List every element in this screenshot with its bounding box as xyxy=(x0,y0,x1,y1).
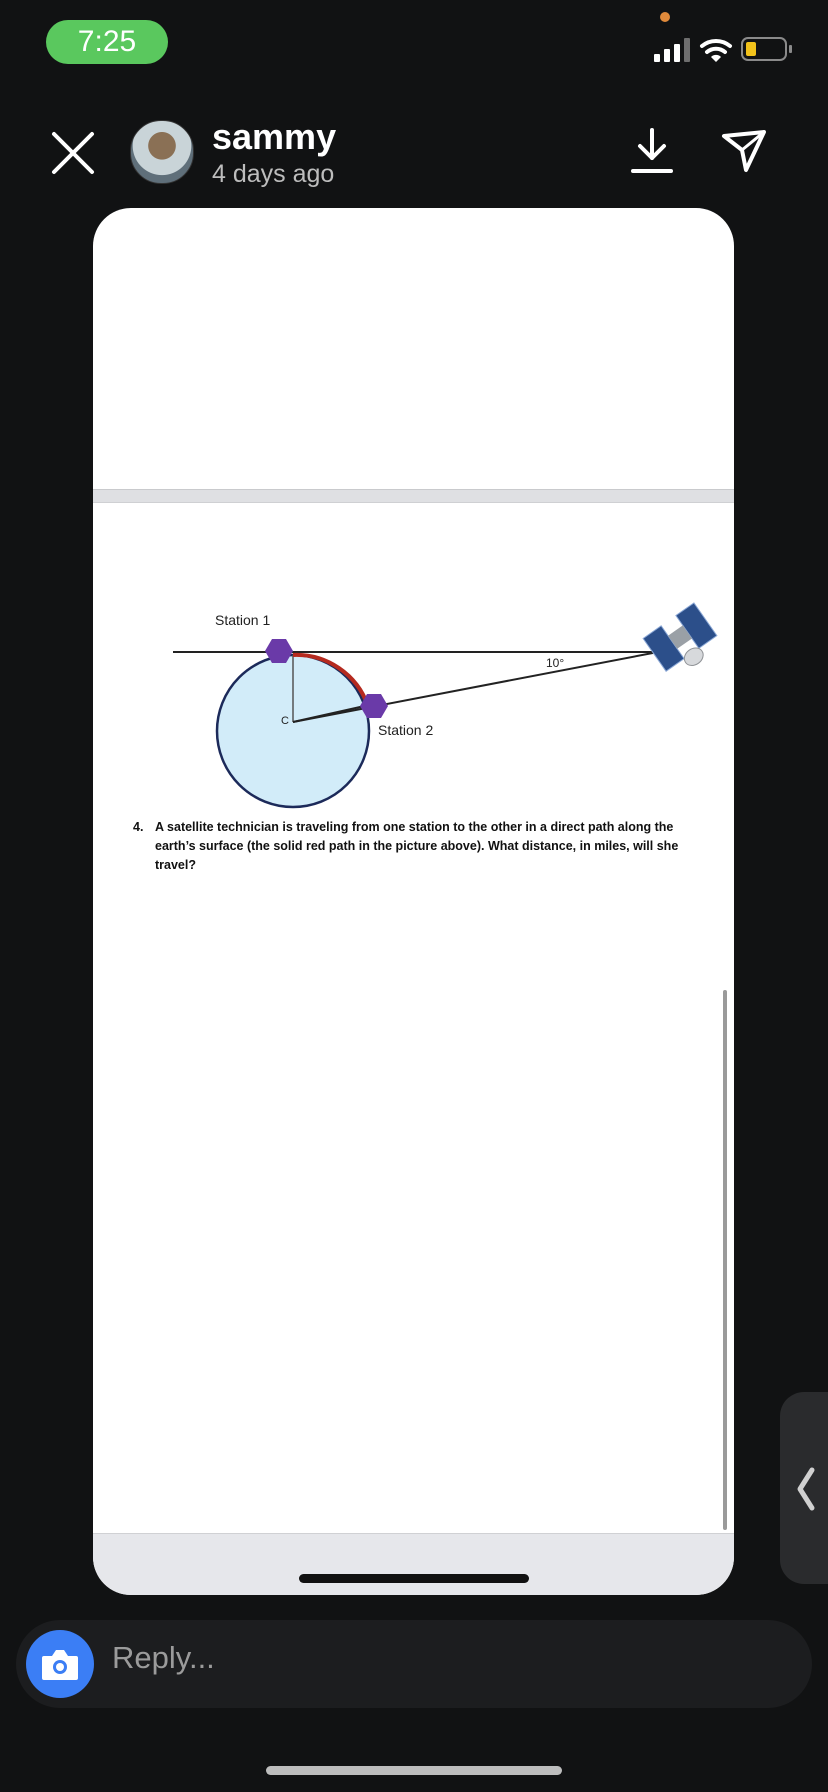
status-time: 7:25 xyxy=(46,20,168,64)
story-card[interactable] xyxy=(93,208,734,1595)
angle-label: 10° xyxy=(546,656,565,670)
send-icon[interactable] xyxy=(720,128,768,174)
download-icon[interactable] xyxy=(630,126,674,176)
satellite-diagram xyxy=(93,588,734,818)
privacy-indicator xyxy=(660,12,670,22)
scrollbar[interactable] xyxy=(723,990,727,1530)
home-indicator[interactable] xyxy=(266,1766,562,1775)
wifi-icon xyxy=(702,41,730,62)
center-label: C xyxy=(281,715,289,727)
avatar[interactable] xyxy=(130,120,194,184)
chevron-left-icon[interactable] xyxy=(794,1466,818,1512)
page-divider xyxy=(93,489,734,503)
post-time: 4 days ago xyxy=(212,160,335,188)
station2-label: Station 2 xyxy=(378,722,434,738)
question-text: A satellite technician is traveling from one station to the other in a direct path along the earth’s surface (the solid red path in the picture above). What distance, in miles, will she travel? xyxy=(155,820,679,872)
card-footer xyxy=(93,1533,734,1595)
question-number: 4. xyxy=(133,820,144,834)
satellite-icon xyxy=(643,603,724,681)
status-icons xyxy=(650,34,800,66)
reply-input[interactable]: Reply... xyxy=(112,1640,215,1675)
signal-icon xyxy=(654,38,690,62)
battery-icon xyxy=(742,38,792,60)
station1-label: Station 1 xyxy=(215,612,271,628)
username[interactable]: sammy xyxy=(212,116,337,157)
camera-icon[interactable] xyxy=(40,1646,80,1682)
close-icon[interactable] xyxy=(50,130,96,176)
card-home-indicator xyxy=(299,1574,529,1583)
